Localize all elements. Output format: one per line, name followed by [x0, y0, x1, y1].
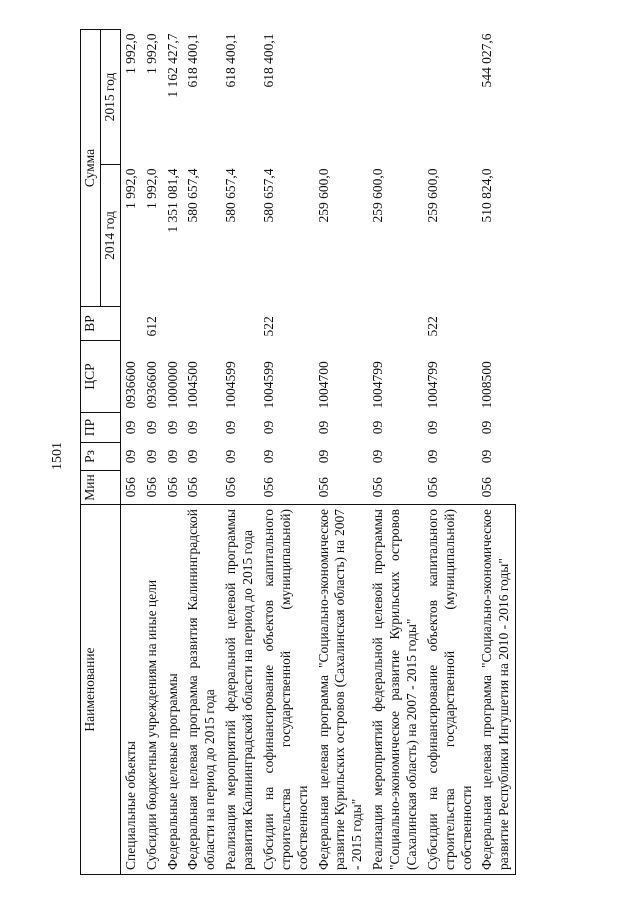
row-pr: 09 [479, 420, 495, 435]
row-rz: 09 [223, 449, 239, 464]
header-name: Наименование [81, 505, 121, 875]
table-body [120, 29, 515, 874]
row-csr: 1004700 [315, 361, 331, 409]
row-min: 056 [424, 477, 440, 498]
table-header [81, 29, 121, 874]
row-sum-2015 [368, 29, 423, 164]
row-rz: 09 [370, 449, 386, 464]
row-csr: 1004500 [185, 361, 201, 409]
row-pr: 09 [315, 420, 331, 435]
row-vr [477, 307, 515, 341]
row-rz: 09 [260, 449, 276, 464]
row-name: Специальные объекты [120, 505, 141, 875]
row-pr: 09 [122, 420, 138, 435]
row-csr: 1008500 [479, 361, 495, 409]
row-vr [221, 307, 259, 341]
row-sum-2014: 580 657,4 [223, 168, 239, 223]
page-number: 1501 [50, 442, 65, 470]
row-sum-2014: 1 351 081,4 [164, 168, 180, 233]
row-vr: 522 [260, 316, 276, 337]
header-vr: ВР [81, 307, 121, 341]
table-row [423, 29, 478, 874]
row-min: 056 [315, 477, 331, 498]
row-name: Субсидии бюджетным учреждениям на иные цели [142, 505, 163, 875]
table-row [142, 29, 163, 874]
row-vr [314, 307, 369, 341]
row-sum-2014: 580 657,4 [185, 168, 201, 223]
rotated-table-page [50, 30, 560, 875]
row-pr: 09 [370, 420, 386, 435]
row-name: Федеральные целевые программы [163, 505, 184, 875]
row-rz: 09 [164, 449, 180, 464]
table-row [259, 29, 314, 874]
row-vr [163, 307, 184, 341]
table-row [183, 29, 221, 874]
row-rz: 09 [122, 449, 138, 464]
row-name: Субсидии на софинансирование объектов капитального строительства государственной (муниципальной) собственности [423, 505, 478, 875]
row-name: Субсидии на софинансирование объектов капитального строительства государственной (муниципальной) собственности [259, 505, 314, 875]
row-sum-2015: 1 992,0 [143, 33, 159, 74]
row-pr: 09 [223, 420, 239, 435]
row-csr: 0936600 [122, 361, 138, 409]
row-sum-2015 [423, 29, 478, 164]
row-name: Федеральная целевая программа "Социально-экономическое развитие Республики Ингушетия на 2010 - 2016 годы" [477, 505, 515, 875]
row-sum-2015: 1 162 427,7 [164, 33, 180, 98]
row-name: Реализация мероприятий федеральной целевой программы "Социально-экономическое развитие Курильских островов (Сахалинская область) на 2007 - 2015 годы" [368, 505, 423, 875]
row-csr: 1004599 [260, 361, 276, 409]
row-min: 056 [370, 477, 386, 498]
row-vr: 522 [424, 316, 440, 337]
row-csr: 1000000 [164, 361, 180, 409]
header-2014: 2014 год [100, 165, 120, 307]
row-name: Федеральная целевая программа развития Калининградской области на период до 2015 года [183, 505, 221, 875]
row-csr: 1004599 [223, 361, 239, 409]
table-row [477, 29, 515, 874]
header-2015: 2015 год [100, 29, 120, 164]
header-sum: Сумма [81, 29, 101, 306]
row-rz: 09 [315, 449, 331, 464]
row-sum-2014: 259 600,0 [370, 168, 386, 223]
row-vr [368, 307, 423, 341]
table-row [163, 29, 184, 874]
row-csr: 1004799 [370, 361, 386, 409]
row-csr: 0936600 [143, 361, 159, 409]
row-rz: 09 [479, 449, 495, 464]
row-sum-2015: 618 400,1 [223, 33, 239, 88]
row-vr [183, 307, 221, 341]
row-sum-2014: 580 657,4 [260, 168, 276, 223]
row-min: 056 [260, 477, 276, 498]
header-pr: ПР [81, 413, 121, 443]
row-sum-2014: 259 600,0 [315, 168, 331, 223]
row-min: 056 [164, 477, 180, 498]
table-row [314, 29, 369, 874]
row-sum-2015: 618 400,1 [260, 33, 276, 88]
row-sum-2014: 1 992,0 [143, 168, 159, 209]
row-sum-2015: 618 400,1 [185, 33, 201, 88]
row-sum-2015: 1 992,0 [122, 33, 138, 74]
row-min: 056 [479, 477, 495, 498]
budget-table [80, 29, 516, 875]
row-rz: 09 [424, 449, 440, 464]
table-row [221, 29, 259, 874]
row-vr: 612 [143, 316, 159, 337]
row-pr: 09 [164, 420, 180, 435]
row-csr: 1004799 [424, 361, 440, 409]
row-pr: 09 [260, 420, 276, 435]
row-name: Федеральная целевая программа "Социально-экономическое развитие Курильских островов (Сахалинская область) на 2007 - 2015 годы" [314, 505, 369, 875]
row-pr: 09 [185, 420, 201, 435]
row-pr: 09 [143, 420, 159, 435]
header-csr: ЦСР [81, 341, 121, 413]
row-sum-2014: 510 824,0 [479, 168, 495, 223]
row-min: 056 [122, 477, 138, 498]
table-row [120, 29, 141, 874]
row-min: 056 [143, 477, 159, 498]
row-min: 056 [223, 477, 239, 498]
row-name: Реализация мероприятий федеральной целевой программы развития Калининградской области на период до 2015 года [221, 505, 259, 875]
row-rz: 09 [143, 449, 159, 464]
table-row [368, 29, 423, 874]
row-vr [120, 307, 141, 341]
row-sum-2014: 259 600,0 [424, 168, 440, 223]
row-pr: 09 [424, 420, 440, 435]
row-sum-2015 [314, 29, 369, 164]
row-min: 056 [185, 477, 201, 498]
row-rz: 09 [185, 449, 201, 464]
row-sum-2015: 544 027,6 [479, 33, 495, 88]
header-rz: Рз [81, 443, 121, 471]
header-min: Мин [81, 471, 121, 505]
row-sum-2014: 1 992,0 [122, 168, 138, 209]
